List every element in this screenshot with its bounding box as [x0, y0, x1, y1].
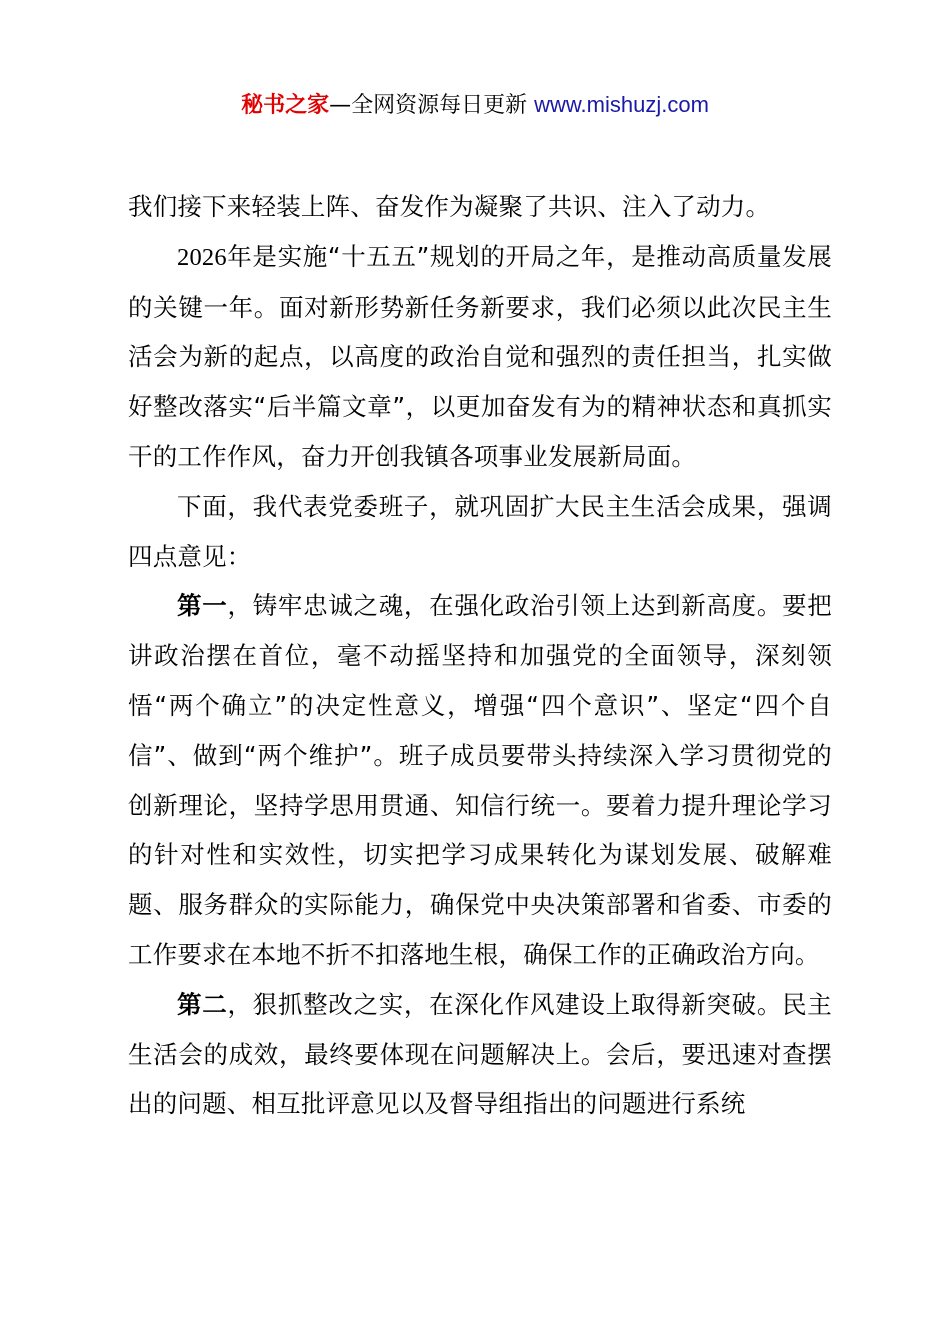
header-slogan: —全网资源每日更新 — [329, 93, 528, 118]
paragraph-lead: 第二 — [177, 989, 228, 1019]
paragraph-second-point — [128, 980, 832, 1129]
paragraph-continuation — [128, 182, 832, 232]
paragraph-text: ，铸牢忠诚之魂，在强化政治引领上达到新高度。要把讲政治摆在首位，毫不动摇坚持和加强党的全面领导，深刻领悟“两个确立”的决定性意义，增强“四个意识”、坚定“四个自信”、做到“两个维护”。班子成员要带头持续深入学习贯彻党的创新理论，坚持学思用贯通、知信行统一。要着力提升理论学习的针对性和实效性，切实把学习成果转化为谋划发展、破解难题、服务群众的实际能力，确保党中央决策部署和省委、市委的工作要求在本地不折不扣落地生根，确保工作的正确政治方向。 — [128, 591, 832, 969]
paragraph-year: 2026 — [177, 243, 227, 271]
paragraph-lead: 第一 — [177, 591, 228, 621]
paragraph-first-point — [128, 581, 832, 979]
paragraph-2026-plan — [128, 232, 832, 482]
paragraph-text: 年是实施“十五五”规划的开局之年，是推动高质量发展的关键一年。面对新形势新任务新要求，我们必须以此次民主生活会为新的起点，以高度的政治自觉和强烈的责任担当，扎实做好整改落实“后半篇文章”，以更加奋发有为的精神状态和真抓实干的工作作风，奋力开创我镇各项事业发展新局面。 — [128, 241, 832, 471]
paragraph-text: ，狠抓整改之实，在深化作风建设上取得新突破。民主生活会的成效，最终要体现在问题解决上。会后，要迅速对查摆出的问题、相互批评意见以及督导组指出的问题进行系统 — [128, 989, 832, 1119]
paragraph-text: 我们接下来轻装上阵、奋发作为凝聚了共识、注入了动力。 — [128, 192, 771, 221]
page-header — [0, 88, 950, 123]
document-body — [128, 182, 832, 1129]
paragraph-intro-opinions — [128, 482, 832, 582]
site-url-link[interactable]: www.mishuzj.com — [534, 92, 709, 117]
paragraph-text: 下面，我代表党委班子，就巩固扩大民主生活会成果，强调四点意见： — [128, 491, 832, 571]
brand-name: 秘书之家 — [241, 93, 330, 118]
